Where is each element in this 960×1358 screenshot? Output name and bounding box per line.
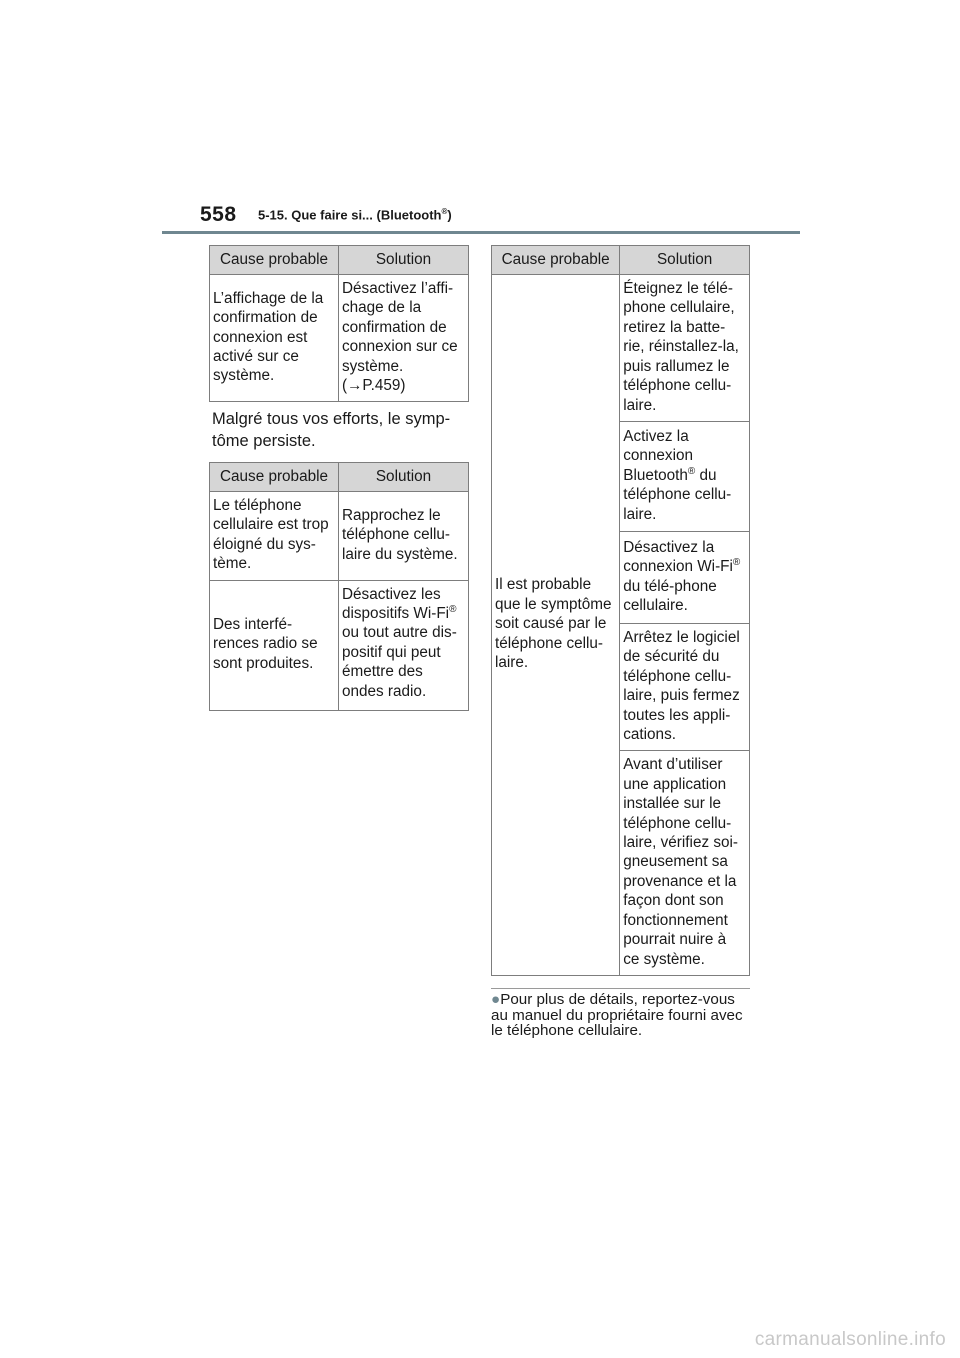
header-rule [162,231,800,234]
cause-cell: Le téléphone cellulaire est trop éloigné du sys-tème. [210,492,339,581]
solution-cell: Rapprochez le téléphone cellu-laire du système. [339,492,469,581]
note-text: Pour plus de détails, reportez-vous au manuel du propriétaire fourni avec le téléphone cellulaire. [491,991,743,1040]
header-solution: Solution [339,463,469,492]
registered-mark: ® [449,603,457,615]
cause-cell: L’affichage de la confirmation de connexion est activé sur ce système. [210,275,339,402]
solution-cell [620,532,750,624]
table-row [210,492,469,581]
bullet-icon: ● [491,991,501,1008]
solution-cell: Arrêtez le logiciel de sécurité du téléphone cellu-laire, puis fermez toutes les appli-cations. [620,624,750,751]
registered-mark: ® [441,207,448,216]
table-connection-confirmation [209,245,469,402]
table-row [210,275,469,402]
solution-cell [339,275,469,402]
header-cause: Cause probable [210,246,339,275]
section-title-text: 5-15. Que faire si... (Bluetooth [258,207,442,223]
table-row [210,580,469,710]
table-phone-cause [491,245,750,976]
solution-text-continued: du télé-phone cellulaire. [623,577,717,614]
table-symptom-persists [209,462,469,711]
page-reference-link[interactable]: P.459) [362,377,406,395]
ref-open: ( [342,377,348,395]
section-title [258,207,452,222]
table-header-row [210,463,469,492]
solution-text: Désactivez la connexion Wi-Fi [623,538,733,576]
solution-cell [620,422,750,532]
table-row [492,275,750,422]
solution-text-continued: ou tout autre dis-positif qui peut émettre des ondes radio. [342,624,457,700]
header-solution: Solution [339,246,469,275]
solution-cell: Avant d’utiliser une application installée sur le téléphone cellu-laire, vérifiez soi-gneusement sa provenance et la façon dont son fonctionnement pourrait nuire à ce système. [620,751,750,975]
solution-text: Désactivez les dispositifs Wi-Fi [342,585,450,623]
arrow-right-icon: → [347,377,363,395]
solution-cell: Éteignez le télé-phone cellulaire, retirez la batte-rie, réinstallez-la, puis rallumez le téléphone cellu-laire. [620,275,750,422]
solution-text: Activez la connexion Bluetooth [623,427,693,484]
note-rule [491,988,750,989]
registered-mark: ® [732,557,741,568]
registered-mark: ® [687,465,696,477]
header-cause: Cause probable [210,463,339,492]
paragraph-symptom-persists: Malgré tous vos efforts, le symp-tôme persiste. [212,410,451,450]
table-header-row [210,246,469,275]
watermark: carmanualsonline.info [754,1329,946,1350]
cause-cell: Il est probable que le symptôme soit causé par le téléphone cellu-laire. [492,275,620,976]
note [491,992,753,1039]
header-cause: Cause probable [492,246,620,275]
solution-text: Désactivez l’affi-chage de la confirmation de connexion sur ce système. [342,280,458,375]
header-solution: Solution [620,246,750,275]
section-title-close: ) [447,207,452,223]
solution-cell [339,580,469,710]
cause-cell: Des interfé-rences radio se sont produites. [210,580,339,710]
solution-text-continued: du téléphone cellu-laire. [623,466,732,523]
table-header-row [492,246,750,275]
page-number: 558 [200,203,237,226]
